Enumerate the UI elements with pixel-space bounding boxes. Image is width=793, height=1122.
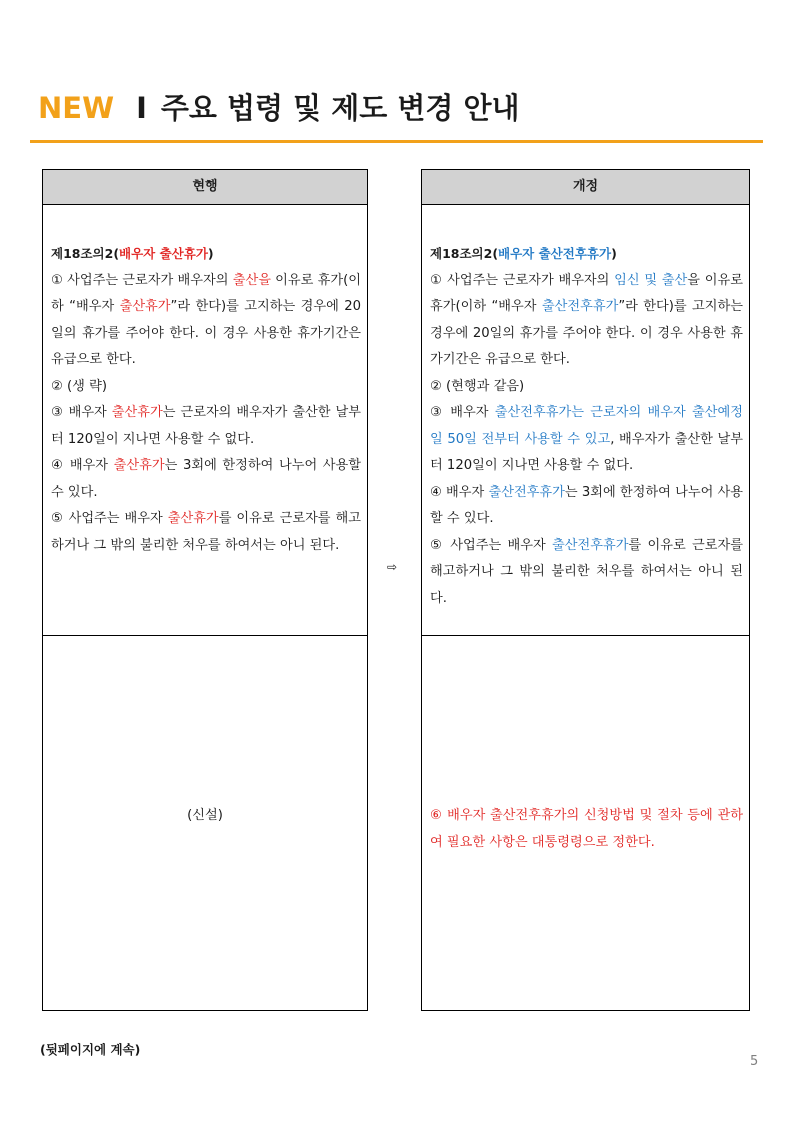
title-underline bbox=[30, 140, 763, 143]
current-article-cell bbox=[42, 205, 368, 636]
current-clause-2: ② (생 략) bbox=[51, 378, 107, 394]
revised-clause-6: ⑥ 배우자 출산전후휴가의 신청방법 및 절차 등에 관하여 필요한 사항은 대통령령으로 정한다. bbox=[430, 808, 743, 850]
revised-article-cell bbox=[421, 205, 750, 636]
current-clause-3: ③ 배우자 출산휴가는 근로자의 배우자가 출산한 날부터 120일이 지나면 사용할 수 없다. bbox=[51, 405, 361, 447]
current-article-text bbox=[51, 241, 361, 559]
page-number: 5 bbox=[750, 1054, 759, 1069]
revised-article-title: 제18조의2(배우자 출산전후휴가) bbox=[430, 246, 617, 261]
new-clause-placeholder: (신설) bbox=[187, 808, 223, 823]
current-clause-5: ⑤ 사업주는 배우자 출산휴가를 이유로 근로자를 해고하거나 그 밖의 불리한 처우를 하여서는 아니 된다. bbox=[51, 511, 362, 553]
revised-column-header: 개정 bbox=[421, 169, 750, 205]
revised-clause-5: ⑤ 사업주는 배우자 출산전후휴가를 이유로 근로자를 해고하거나 그 밖의 불리한 처우를 하여서는 아니 된다. bbox=[430, 537, 743, 606]
revised-clause-2: ② (현행과 같음) bbox=[430, 378, 525, 394]
revised-clause-3: ③ 배우자 출산전후휴가는 근로자의 배우자 출산예정일 50일 전부터 사용할 수 있고, 배우자가 출산한 날부터 120일이 지나면 사용할 수 없다. bbox=[430, 405, 743, 473]
revised-new-clause-cell bbox=[421, 635, 750, 1011]
current-clause-4: ④ 배우자 출산휴가는 3회에 한정하여 나누어 사용할 수 있다. bbox=[51, 458, 361, 500]
revised-clause-1: ① 사업주는 근로자가 배우자의 임신 및 출산을 이유로 휴가(이하 “배우자 출산전후휴가”라 한다)를 고지하는 경우에 20일의 휴가를 주어야 한다. 이 경우 사용한 휴가기간은 유급으로 한다. bbox=[430, 272, 743, 367]
new-badge: NEW bbox=[38, 91, 115, 125]
revised-article-text bbox=[430, 241, 743, 612]
title-separator: I bbox=[136, 91, 147, 125]
title-text: 주요 법령 및 제도 변경 안내 bbox=[160, 91, 520, 125]
continued-note: (뒷페이지에 계속) bbox=[40, 1042, 141, 1057]
current-article-title: 제18조의2(배우자 출산휴가) bbox=[51, 246, 214, 261]
page-title bbox=[38, 88, 520, 128]
revised-clause-4: ④ 배우자 출산전후휴가는 3회에 한정하여 나누어 사용할 수 있다. bbox=[430, 484, 743, 526]
arrow-right-icon: ⇨ bbox=[387, 560, 398, 574]
current-clause-1: ① 사업주는 근로자가 배우자의 출산을 이유로 휴가(이하 “배우자 출산휴가”라 한다)를 고지하는 경우에 20일의 휴가를 주어야 한다. 이 경우 사용한 휴가기간은 유급으로 한다. bbox=[51, 272, 361, 367]
current-new-clause-cell bbox=[42, 635, 368, 1011]
current-column-header: 현행 bbox=[42, 169, 368, 205]
